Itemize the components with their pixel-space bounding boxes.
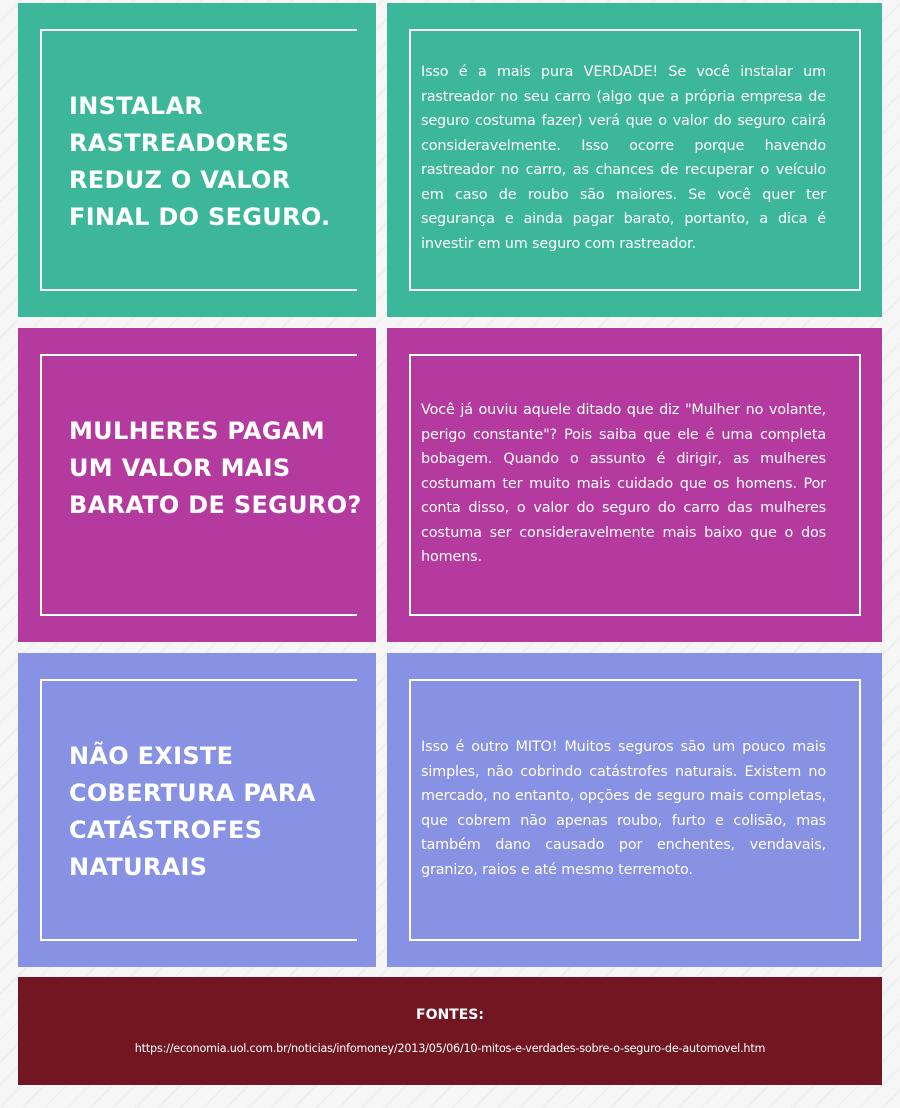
question-heading: NÃO EXISTE COBERTURA PARA CATÁSTROFES NATURAIS	[69, 742, 316, 881]
answer-card	[387, 3, 882, 317]
sources-title: FONTES:	[416, 1007, 484, 1023]
sources-footer	[18, 977, 882, 1085]
answer-card	[387, 328, 882, 642]
question-card	[18, 328, 376, 642]
question-card	[18, 3, 376, 317]
myth-row-trackers	[18, 3, 882, 317]
answer-text: Você já ouviu aquele ditado que diz "Mulher no volante, perigo constante"? Pois saiba que ele é uma completa bobagem. Quando o assunto é dirigir, as mulheres costumam ter muito mais cuidado que os homens. Por conta disso, o valor do seguro do carro das mulheres costuma ser consideravelmente mais baixo que o dos homens.	[421, 402, 826, 565]
source-link[interactable]: https://economia.uol.com.br/noticias/infomoney/2013/05/06/10-mitos-e-verdades-sobre-o-seguro-de-automovel.htm	[134, 1042, 766, 1055]
answer-text: Isso é a mais pura VERDADE! Se você instalar um rastreador no seu carro (algo que a própria empresa de seguro costuma fazer) verá que o valor do seguro cairá consideravelmente. Isso ocorre porque havendo rastreador no carro, as chances de recuperar o veículo em caso de roubo são maiores. Se você quer ter segurança e ainda pagar barato, portanto, a dica é investir em um seguro com rastreador.	[421, 64, 826, 252]
answer-card	[387, 653, 882, 967]
question-heading: INSTALAR RASTREADORES REDUZ O VALOR FINAL DO SEGURO.	[69, 92, 331, 231]
myth-row-women	[18, 328, 882, 642]
myth-row-catastrophes	[18, 653, 882, 967]
question-card	[18, 653, 376, 967]
answer-text: Isso é outro MITO! Muitos seguros são um pouco mais simples, não cobrindo catástrofes naturais. Existem no mercado, no entanto, opções de seguro mais completas, que cobrem não apenas roubo, furto e colisão, mas também dano causado por enchentes, vendavais, granizo, raios e até mesmo terremoto.	[421, 739, 826, 878]
question-heading: MULHERES PAGAM UM VALOR MAIS BARATO DE SEGURO?	[69, 417, 362, 519]
